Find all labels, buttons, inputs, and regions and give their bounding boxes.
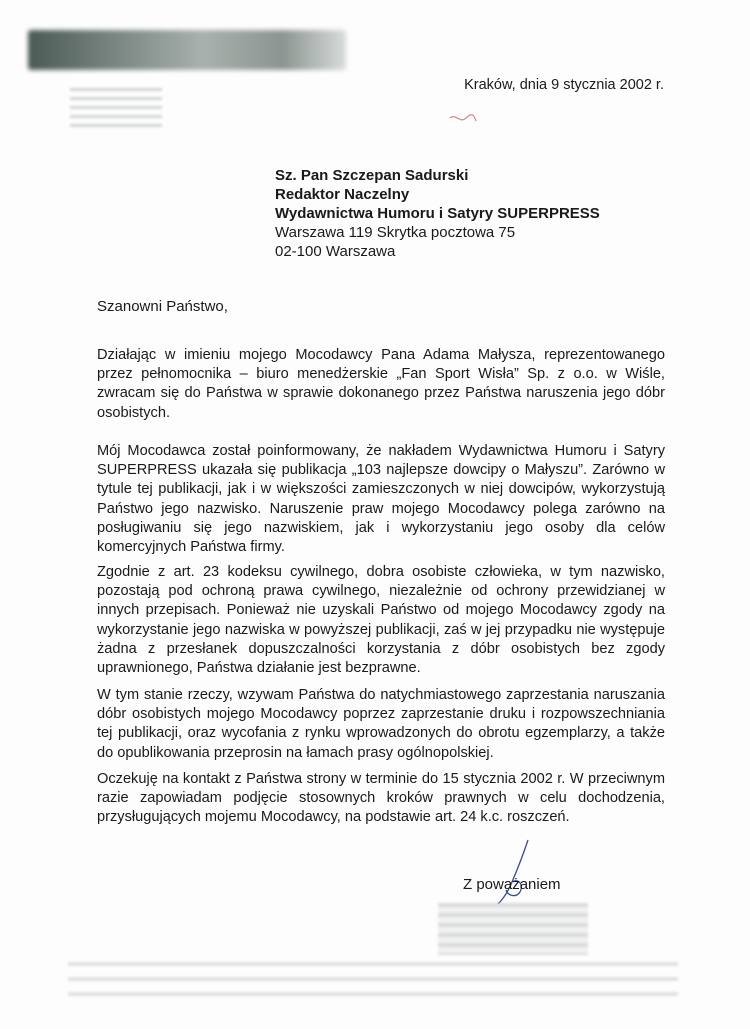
greeting: Szanowni Państwo, [97, 298, 228, 315]
recipient-street: Warszawa 119 Skrytka pocztowa 75 [275, 224, 516, 241]
recipient-position: Redaktor Naczelny [275, 186, 410, 203]
recipient-address [275, 166, 600, 261]
recipient-name: Sz. Pan Szczepan Sadurski [275, 167, 469, 184]
paragraph-1: Działając w imieniu mojego Mocodawcy Pana Adama Małysza, reprezentowanego przez pełnomocnika – biuro menedżerskie „Fan Sport Wisła” Sp. z o.o. w Wiśle, zwracam się do Państwa w sprawie dokonanego przez Państwa naruszenia jego dóbr osobistych. [97, 347, 665, 421]
letterhead-details-blurred [70, 88, 162, 132]
footer-blurred [68, 957, 678, 1001]
letterhead-blurred [28, 30, 346, 70]
paragraph-5: Oczekuję na kontakt z Państwa strony w terminie do 15 stycznia 2002 r. W przeciwnym razie zapowiadam podjęcie stosownych kroków prawnych w celu dochodzenia, przysługujących mojemu Mocodawcy, na podstawie art. 24 k.c. roszczeń. [97, 771, 665, 826]
handwritten-signature [488, 838, 548, 908]
paragraph-3: Zgodnie z art. 23 kodeksu cywilnego, dobra osobiste człowieka, w tym nazwisko, pozostają pod ochroną prawa cywilnego, niezależnie od ochrony przewidzianej w innych przepisach. Ponieważ nie uzyskali Państwo od mojego Mocodawcy zgody na wykorzystanie jego nazwiska w powyższej publikacji, zaś w jej przypadku nie występuje żadna z przesłanek dopuszczalności korzystania z dóbr osobistych bez zgody uprawnionego, Państwa działanie jest bezprawne. [97, 564, 665, 677]
paragraph-4: W tym stanie rzeczy, wzywam Państwa do natychmiastowego zaprzestania naruszania dóbr osobistych mojego Mocodawcy poprzez zaprzestanie druku i rozpowszechniania tej publikacji, oraz wycofania z rynku wprowadzonych do obrotu egzemplarzy, a także do opublikowania przeprosin na łamach prasy ogólnopolskiej. [97, 687, 665, 761]
red-mark-icon [448, 112, 478, 126]
letter-date: Kraków, dnia 9 stycznia 2002 r. [464, 77, 664, 93]
closing: Z poważaniem [463, 876, 561, 893]
recipient-city: 02-100 Warszawa [275, 243, 396, 260]
signature-stamp-blurred [438, 903, 588, 955]
paragraph-2: Mój Mocodawca został poinformowany, że nakładem Wydawnictwa Humoru i Satyry SUPERPRESS ukazała się publikacja „103 najlepsze dowcipy o Małyszu”. Zarówno w tytule tej publikacji, jak i w większości zamieszczonych w niej dowcipów, wykorzystują Państwo jego nazwisko. Naruszenie praw mojego Mocodawcy polega zarówno na posługiwaniu się jego nazwiskiem, jak i wykorzystaniu jego osoby dla celów komercyjnych Państwa firmy. [97, 443, 665, 556]
recipient-company: Wydawnictwa Humoru i Satyry SUPERPRESS [275, 205, 600, 222]
